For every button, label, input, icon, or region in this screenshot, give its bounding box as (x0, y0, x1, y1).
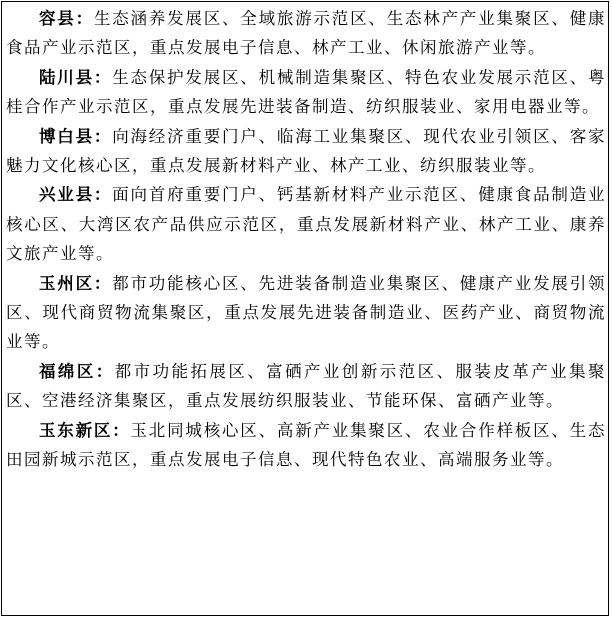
county-name: 博白县： (39, 126, 113, 146)
county-name: 福绵区： (39, 361, 115, 381)
paragraph-yudong (6, 416, 606, 475)
paragraph-list (6, 4, 606, 475)
paragraph-xingye (6, 180, 606, 268)
paragraph-fumian (6, 357, 606, 416)
paragraph-bobai (6, 122, 606, 181)
county-description: 生态保护发展区、机械制造集聚区、特色农业发展示范区、粤桂合作产业示范区，重点发展先进装备制造、纺织服装业、家用电器业等。 (6, 67, 607, 117)
paragraph-rongxian (6, 4, 606, 63)
text-box (1, 1, 609, 616)
county-description: 都市功能核心区、先进装备制造业集聚区、健康产业发展引领区、现代商贸物流集聚区，重点发展先进装备制造业、医药产业、商贸物流业等。 (6, 273, 607, 352)
county-description: 玉北同城核心区、高新产业集聚区、农业合作样板区、生态田园新城示范区，重点发展电子信息、现代特色农业、高端服务业等。 (6, 420, 607, 470)
county-name: 玉东新区： (39, 420, 131, 440)
county-name: 兴业县： (39, 185, 113, 205)
county-description: 生态涵养发展区、全域旅游示范区、生态林产产业集聚区、健康食品产业示范区，重点发展电子信息、林产工业、休闲旅游产业等。 (6, 9, 607, 58)
county-name: 陆川县： (39, 67, 113, 87)
county-name: 容县： (39, 9, 94, 28)
county-name: 玉州区： (39, 273, 113, 293)
paragraph-luchuan (6, 63, 606, 122)
county-description: 向海经济重要门户、临海工业集聚区、现代农业引领区、客家魅力文化核心区，重点发展新材料产业、林产工业、纺织服装业等。 (6, 126, 607, 176)
county-description: 面向首府重要门户、钙基新材料产业示范区、健康食品制造业核心区、大湾区农产品供应示范区，重点发展新材料产业、林产工业、康养文旅产业等。 (6, 185, 607, 264)
paragraph-yuzhou (6, 269, 606, 357)
county-description: 都市功能拓展区、富硒产业创新示范区、服装皮革产业集聚区、空港经济集聚区，重点发展纺织服装业、节能环保、富硒产业等。 (6, 361, 607, 411)
